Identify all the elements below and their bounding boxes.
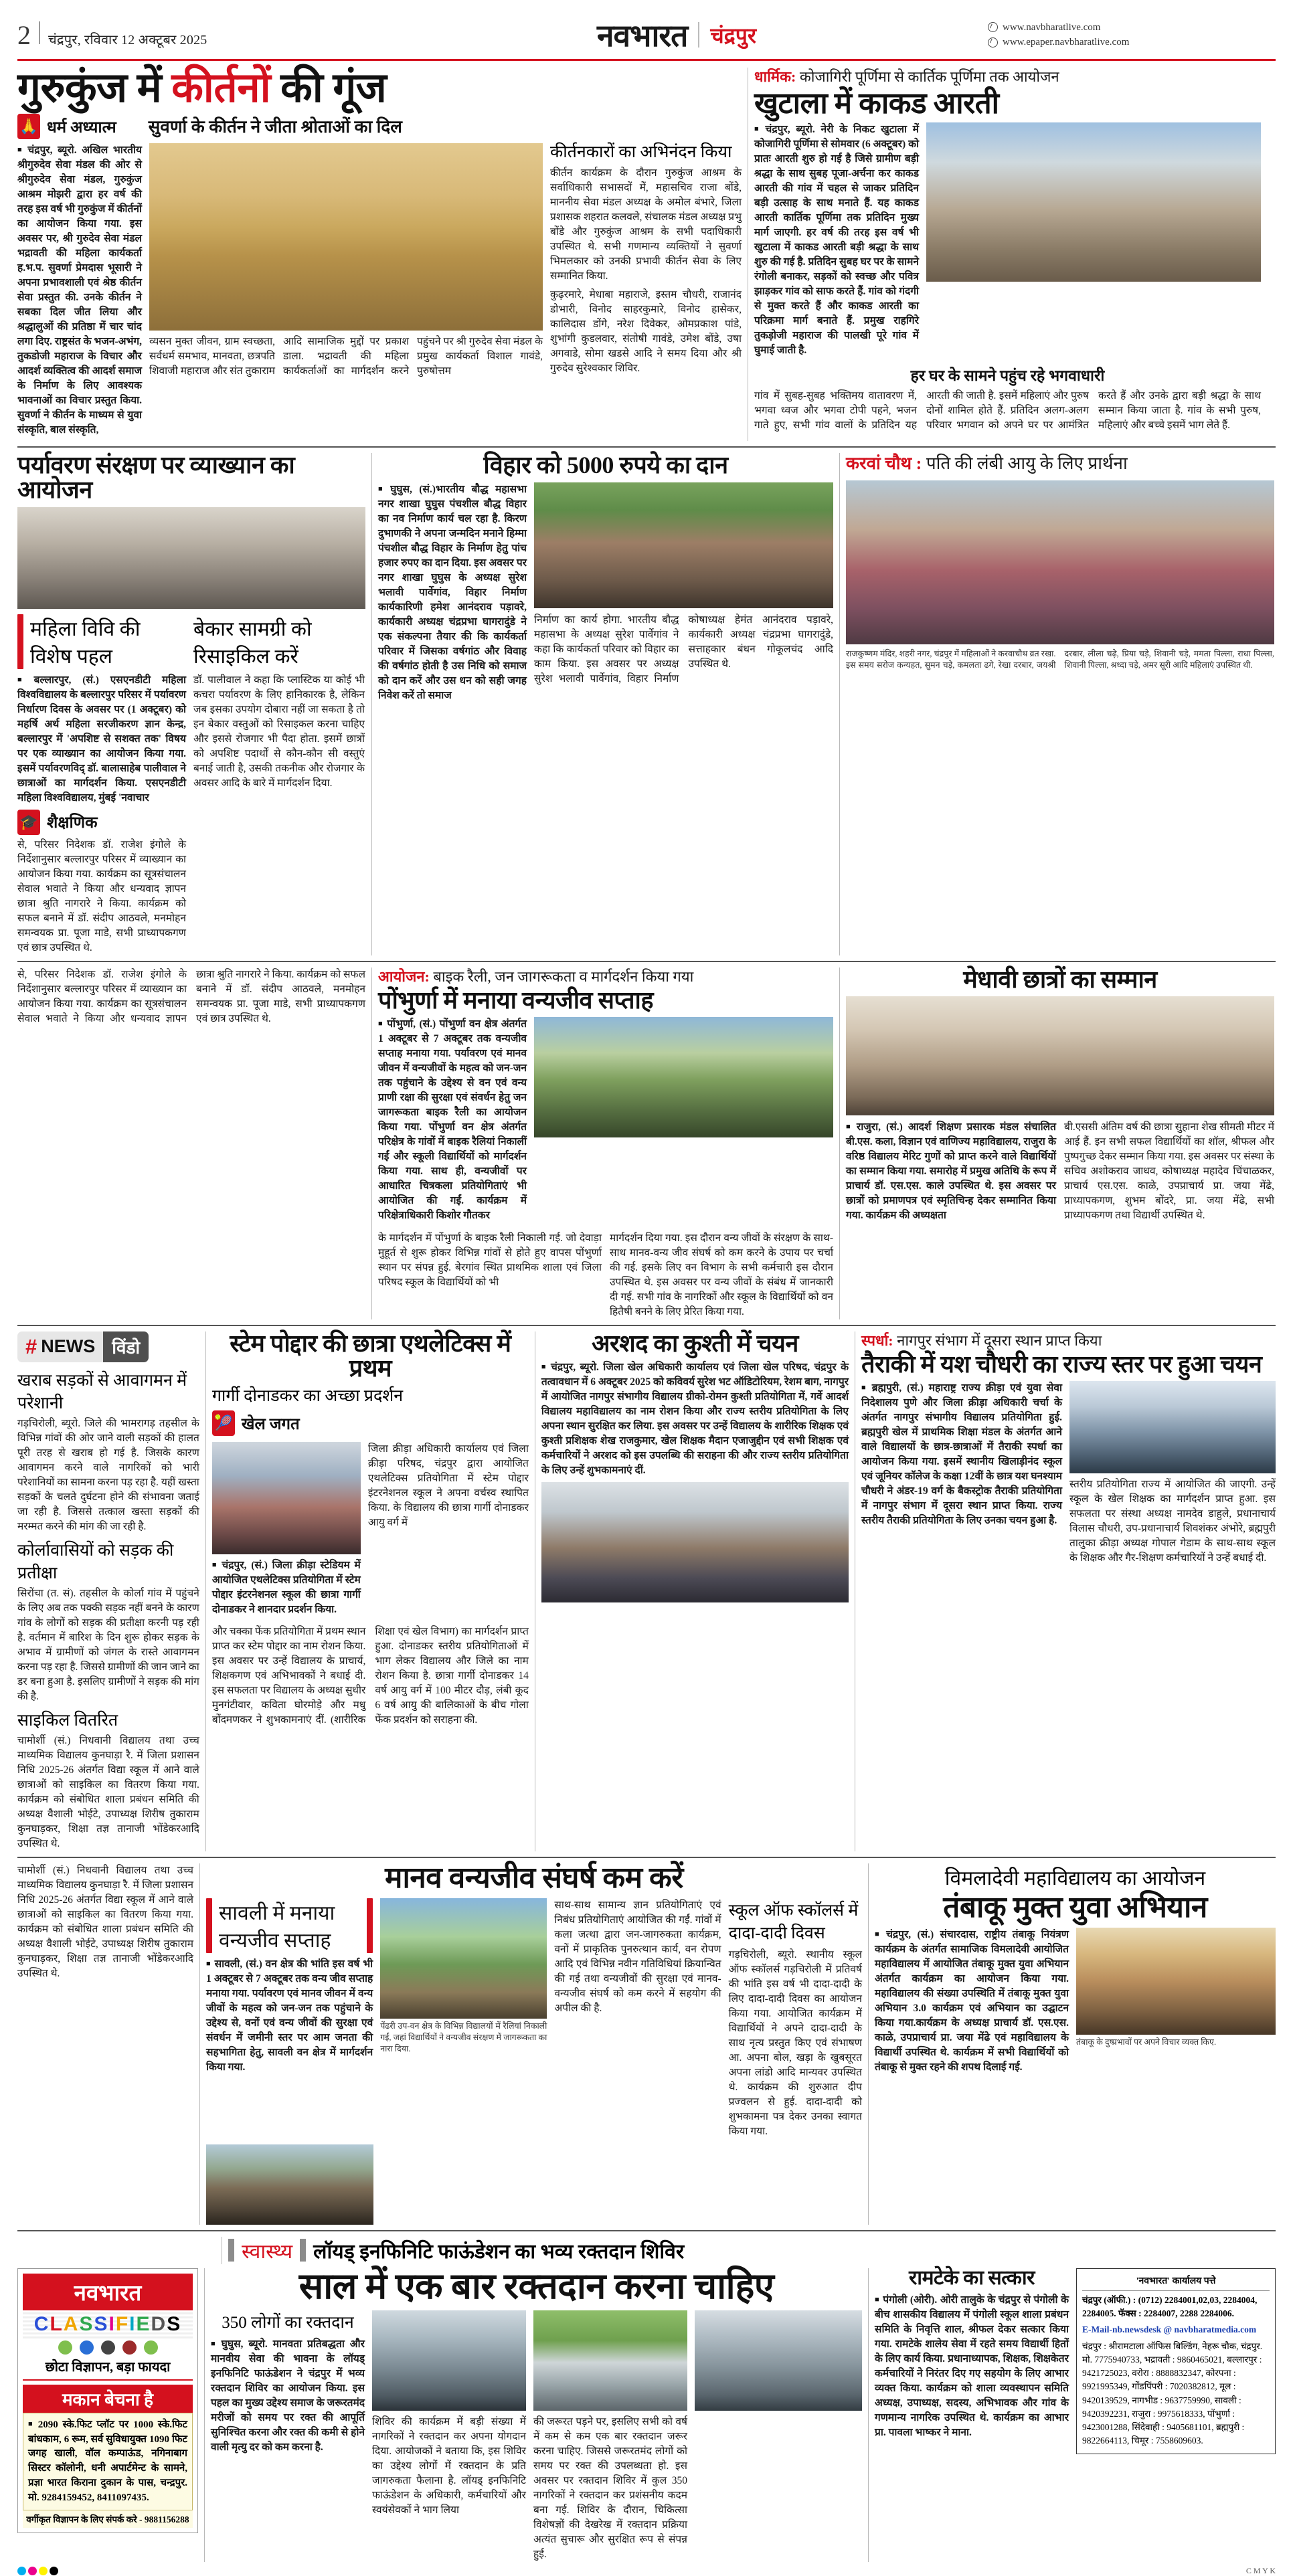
cmyk-registration-marks [17, 2567, 58, 2575]
karwa-caption: राजकुष्णम मंदिर, शहरी नगर, चंद्रपुर में महिलाओं ने करवाचौथ व्रत रखा. इस समय सरोज कन्यहत, सुमन चड़े, कमलता ढगे, रेखा दरबार, जयश्री दरबार, लीला चढ़े, प्रिया चड़े, शिवानी चड़े, ममता पिल्ला, राधा पिल्ला, शिवानी पिल्ला, श्रध्दा चड़े, अमर सूरी आदि महिलाएं उपस्थित थी. [846, 648, 1274, 670]
gray-accent-bar [300, 2239, 306, 2262]
section-rule-2 [17, 961, 1276, 962]
lead-body1: ■ चंद्रपुर, ब्यूरो. अखिल भारतीय श्रीगुरुदेव सेवा मंडल की ओर से श्रीगुरुदेव सेवा मंडल, गुरुकुंज आश्रम मोझरी द्वारा हर वर्ष की तरह इस वर्ष भी गुरुकुंज में कीर्तनों का आयोजन किया गया. इस अवसर पर, श्री गुरुदेव सेवा मंडल भद्रावती की महिला कार्यकर्ता ह.भ.प. सुवर्णा प्रेमदास भूसारी ने अपना प्रभावशाली एवं श्रेष्ठ कीर्तन सेवा प्रस्तुत की. उनके कीर्तन ने सबका दिल जीत लिया और श्रद्धालुओं की प्रतिष्ठा में चार चांद लगा दिए. राष्ट्रसंत के भजन-अभंग, तुकडोजी महाराज के विचार और आदर्श व्यक्तित्व की आदर्श समाज के निर्माण के लिए आवश्यक भावनाओं का विचार प्रस्तुत किया. सुवर्णा ने कीर्तन के माध्यम से युवा संस्कृति, बाल संस्कृति, [17, 143, 142, 438]
karwa-kicker [846, 453, 1274, 475]
tobacco-body1: ■ चंद्रपुर, (सं.) संचारदास, राष्ट्रीय तंबाकू नियंत्रण कार्यक्रम के अंतर्गत सामाजिक विमलादेवी आयोजित महाविद्यालय में आयोजित तंबाकू मुक्त युवा अभियान अंतर्गत कार्यक्रम का आयोजन किया गया. महाविद्यालय की संख्या उपस्थिति में तंबाकू मुक्त युवा अभियान 3.0 कार्यक्रम एवं अभियान का उद्घाटन किया गया.कार्यक्रम के अध्यक्ष प्राचार्य डॉ. एस.एस. काळे, उपप्राचार्य प्रा. जया मेंढे एवं महाविद्यालय के विद्यार्थी उपस्थित थे. कार्यक्रम में सभी विद्यार्थियों को तंबाकू से मुक्त रहने की शपथ दिलाई गई. [875, 1928, 1069, 2078]
athletics-headline: स्टेम पोद्दार की छात्रा एथलेटिक्स में प्रथम [230, 1329, 511, 1382]
humanwild-caption: पेंढरी उप-वन क्षेत्र के विभिन्न विद्यालयों में रैलियां निकाली गईं, जहां विद्यार्थियों ने वन्यजीव संरक्षण में जागरूकता का नारा दिया. [380, 2021, 547, 2053]
edition-city: चंद्रपुर [710, 23, 756, 48]
newsbox-item2-body: सिरोंचा (त. सं). तहसील के कोर्ला गांव में पहुंचने के लिए अब तक पक्की सड़क नहीं बनने के कारण गांव के लोगों को सड़क की प्रतीक्षा करनी पड़ रही है. वर्तमान में बारिश के दिन शुरू होकर सड़क के अभाव में ग्रामीणों को जंगल के रास्ते आवागमन करना पड़ रहा है. जिससे ग्रामीणों की जान जाने का डर बना हुआ है. इसलिए ग्रामीणों ने सड़क की मांग की है. [17, 1587, 199, 1702]
lead-photo [149, 143, 543, 331]
kakad-photo-block [926, 122, 1261, 361]
humanwild-headline: मानव वन्यजीव संघर्ष कम करें [385, 1861, 683, 1894]
wildlife-kicker-text: बाइक रैली, जन जागरूकता व मार्गदर्शन किया गया [433, 968, 694, 985]
athletics-story [212, 1331, 529, 1851]
athletics-body3: और चक्का फेंक प्रतियोगिता में प्रथम स्थान प्राप्त कर स्टेम पोद्दार का नाम रोशन किया. इस अवसर पर उन्हें विद्यालय के प्राचार्य, शिक्षकगण एवं अभिभावकों ने बधाई दी. इस सफलता पर विद्यालय के अध्यक्ष सुधीर मुनगंटीवार, कविता घोरमोड़े और मधु बोंदमणकर ने शुभकामनाएं दीं. (शारीरिक शिक्षा एवं खेल विभाग) का मार्गदर्शन प्राप्त हुआ. दोनाडकर स्तरीय प्रतियोगिताओं में भाग लेकर विद्यालय और जिले का नाम रोशन किया है. छात्रा गार्गी दोनाडकर 14 वर्ष आयु वर्ग में 100 मीटर दौड़, लंबी कूद 6 वर्ष आयु की बालिकाओं के बीच गोला फेंक प्रदर्शन को सराहना की. [211, 1626, 529, 1726]
lead-side-head: कीर्तनकारों का अभिनंदन किया [550, 143, 732, 162]
karwa-photo [846, 480, 1274, 644]
environment-subrow [17, 614, 365, 955]
athletics-photo [212, 1442, 361, 1554]
karwa-kicker-text: पति की लंबी आयु के लिए प्रार्थना [926, 454, 1128, 474]
blood-photo-2 [533, 2310, 687, 2411]
column-divider [839, 453, 840, 955]
environment-body-cont: से, परिसर निदेशक डॉ. राजेश इंगोले के निर्देशानुसार बल्लारपुर परिसर में व्याख्यान का आयोजन किया गया. कार्यक्रम का सूत्रसंचालन सेवाल भवाते ने किया और धन्यवाद ज्ञापन छात्रा श्रुति नागरारे ने किया. कार्यक्रम को सफल बनाने में डॉ. संदीप आठवले, मनमोहन समन्वयक प्रा. पूजा माडे, सभी प्राध्यापकगण एवं छात्र उपस्थित थे. [17, 968, 365, 1024]
vihar-body1: ■ घुघुस, (सं.)भारतीय बौद्ध महासभा नगर शाखा घुघुस पंचशील बौद्ध विहार का नव निर्माण कार्य चल रहा है. किरण दुभाणकी ने अपना जन्मदिन मनाने हिम्मा पंचशील बौद्ध विहार के निर्माण हेतु पांच हजार रुपए का दान दिया. इस अवसर पर नगर शाखा घुघुस के अध्यक्ष सुरेश भलावी पार्वेगांव, विहार निर्माण कार्यकारिणी हमेश आनंदराव पड़ावरे, कार्यकारी अध्यक्ष चंद्रप्रभा घागरादुंडे ने एक संकल्पना तैयार की कि कार्यकर्ता परिवार में जिसका वर्षगांठ और विवाह की वर्षगांठ होती है उस निधि को समाज को दान करें और उस धन को सही जगह निवेश करें तो समाज [378, 482, 527, 707]
news-window [17, 1331, 199, 1851]
health-icon [144, 2340, 158, 2355]
vihar-photo [534, 482, 833, 608]
blood-kicker: लॉयड् इनफिनिटि फाऊंडेशन का भव्य रक्तदान शिविर [313, 2240, 685, 2263]
globe-icon [988, 37, 998, 48]
wildlife-row [378, 1017, 833, 1226]
blood-headline: साल में एक बार रक्तदान करना चाहिए [298, 2266, 774, 2306]
graduation-icon: 🎓 [17, 810, 40, 835]
humanwild-photo-block [380, 1898, 547, 2139]
environment-body3: से, परिसर निदेशक डॉ. राजेश इंगोले के निर्देशानुसार बल्लारपुर परिसर में व्याख्यान का आयोजन किया गया. कार्यक्रम का सूत्रसंचालन सेवाल भवाते ने किया और धन्यवाद ज्ञापन छात्रा श्रुति नागरारे ने किया. कार्यक्रम को सफल बनाने में डॉ. संदीप आठवले, मनमोहन समन्वयक प्रा. पूजा माडे, सभी प्राध्यापकगण एवं छात्र उपस्थित थे. [17, 838, 186, 953]
graduation-cap-icon [101, 2340, 115, 2355]
merit-body2: बी.एससी अंतिम वर्ष की छात्रा सुहाना शेख सीमती मीटर में आई हैं. इन सभी सफल विद्यार्थियों का शॉल, श्रीफल और पुष्पगुच्छ देकर सम्मान किया गया. इस अवसर पर संस्था के सचिव अशोकराव जाधव, कोषाध्यक्ष महादेव चिंचाळकर, प्राचार्य एस.एस. काळे, उपप्राचार्य प्रा. जया मेंढे, प्राध्यापकगण, शुभम बोंदरे, प्रा. जया मेंढे, सभी प्राध्यापकगण तथा विद्यार्थी उपस्थित थे. [1064, 1121, 1274, 1222]
section-label-sports: खेल जगत [241, 1415, 300, 1433]
news-chip-label: NEWS [41, 1336, 96, 1357]
globe-icon [988, 22, 998, 32]
kakad-story [754, 68, 1261, 441]
grandparents-story [729, 1898, 862, 2139]
page-footer [17, 2566, 1276, 2576]
blood-row [211, 2310, 862, 2562]
newsbox-item1-head: खराब सड़कों से आवागमन में परेशानी [17, 1371, 187, 1412]
kakad-body1: ■ चंद्रपुर, ब्यूरो. नेरी के निकट खुटाला में कोजागिरी पूर्णिमा से सोमवार (6 अक्टूबर) को प्रातः आरती शुरु हो गई है जिसे ग्रामीण बड़ी श्रद्धा के साथ सुबह पूजा-अर्चना कर काकड आरती की गांव में चहल से जाकर प्रतिदिन बड़ी उत्साह के साथ मनाते हैं. यह काकड आरती कार्तिक पूर्णिमा तक प्रतिदिन मुख्य मार्ग जाएगी. हर वर्ष की तरह इस वर्ष भी खुटाला में काकड आरती बड़ी श्रद्धा के साथ शुरु की गई है. प्रतिदिन सुबह घर पर के सामने रंगोली बनाकर, सड़कों को स्वच्छ और पवित्र झाड़कर गांव को साफ करते हैं. गांव को गंदगी से मुक्त करते हैं और काकड आरती का परिक्रमा मार्ग बनाते हैं. प्रमुख राहगिरे तुकड़ोजी महाराज की पालखी पूरे गांव में घुमाई जाती है. [754, 122, 919, 361]
kakad-headline: खुटाला में काकड आरती [754, 86, 999, 120]
wildlife-body2: के मार्गदर्शन में पोंभुर्णा के बाइक रैली निकाली गई. जो देवाड़ा मुहूर्त से शुरू होकर विभिन्न गांवों से होते हुए वापस पोंभुर्णा स्थान पर संपन्न हुई. बेरगांव स्थित प्राथमिक शाला एवं जिला परिषद स्कूल के विद्यार्थियों को भी [378, 1232, 602, 1288]
athletics-subrow [212, 1384, 529, 1439]
lead-content-row [17, 143, 742, 441]
athletics-row [212, 1442, 529, 1621]
ramtek-headline: रामटेके का सत्कार [909, 2266, 1035, 2289]
merit-photo [846, 996, 1274, 1115]
contact-branch-lines: चंद्रपुर : श्रीरामटाला ऑफिस बिल्डिंग, नेहरू चौक, चंद्रपुर. मो. 7775940733, भद्रावती : 9860465021, बल्लारपुर : 9421725023, वरोरा : 8888832347, कोरपना : 9921995349, गोंडपिंपरी : 7020382812, मूल : 9420139529, नागभीड : 9637759990, सावली : 9420392231, राजुरा : 9975618333, पोंभुर्णा : 9423001288, सिंदेवाही : 9405681101, ब्रह्मपुरी : 9822664113, चिमूर : 7558609603. [1082, 2340, 1263, 2446]
magenta-dot [28, 2567, 37, 2575]
section-rule-5 [17, 2230, 1276, 2231]
vihar-body2: निर्माण का कार्य होगा. भारतीय बौद्ध महासभा के अध्यक्ष सुरेश पार्वेगांव ने कहा कि कार्यकर्ता परिवार को विहार का काम किया. इस अवसर पर अध्यक्ष सुरेश भलावी पार्वेगांव, विहार निर्माण कोषाध्यक्ष हेमंत आनंदराव पड़ावरे, कार्यकारी अध्यक्ष चंद्रप्रभा घागरादुंडे, सत्ताहकार बंधन गोकूलचंद आदि उपस्थित थे. [534, 614, 833, 684]
section-label-education: शैक्षणिक [47, 814, 98, 832]
classifieds-icons [23, 2338, 193, 2355]
kakad-kicker-label: धार्मिक: [754, 68, 796, 85]
vihar-row [378, 482, 833, 707]
ramtek-story [875, 2268, 1069, 2562]
kakad-kicker-text: कोजागिरी पूर्णिमा से कार्तिक पूर्णिमा तक आयोजन [796, 68, 1059, 85]
swim-kicker-text: नागपुर संभाग में दूसरा स्थान प्राप्त किया [897, 1331, 1102, 1349]
tobacco-caption: तंबाकू के दुष्प्रभावों पर अपने विचार व्यक्त किए. [1076, 2037, 1217, 2047]
vihar-story [378, 453, 833, 955]
red-accent-bar [367, 1898, 373, 1953]
column-divider [204, 2268, 205, 2562]
newsbox-item1-body: गड़चिरोली, ब्यूरो. जिले की भामरागड़ तहसील के विभिन्न गांवों की ओर जाने वाली सड़कों की हालत पूरी तरह से खराब हो गई है. जिसके कारण आवागमन करने वाले नागरिकों को भारी परेशानियों का सामना करना पड़ रहा है. यहीं खस्ता सड़कों के चलते दुर्घटना होने की संभावना जताई जा रही है. जिससे तत्काल खस्ता सड़कों की मरम्मत करने की मांग की जा रही है. [17, 1417, 199, 1532]
blood-body1: ■ घुघुस, ब्यूरो. मानवता प्रतिबद्धता और मानवीय सेवा की भावना के लॉयड् इनफिनिटि फाऊंडेशन ने चंद्रपुर में भव्य रक्तदान शिविर का आयोजन किया. इस पहल का मुख्य उद्देश्य समाज के जरूरतमंद मरीजों को समय पर रक्त की आपूर्ति सुनिश्चित करना और रक्त की कमी से होने वाली मृत्यु दर को कम करना है. [211, 2337, 365, 2455]
environment-right [193, 614, 365, 955]
tobacco-photo [1076, 1928, 1276, 2035]
merit-story [846, 965, 1274, 1319]
swim-body1: ■ ब्रह्मपुरी, (सं.) महाराष्ट्र राज्य क्रीड़ा एवं युवा सेवा निदेशालय पुणे और जिला क्रीड़ा अधिकारी चर्चा के अंतर्गत नागपुर संभागीय विद्यालय प्रतियोगिता हुई. ब्रह्मपुरी खेल में प्राथमिक शिक्षा मंडल के अंतर्गत आने वाले विद्यालयों के छात्र-छात्राओं में तैराकी स्पर्धा का आयोजन किया गया. इसमें स्थानीय खिलाड़ीनंद स्कूल एवं जूनियर कॉलेज के कक्षा 12वीं के छात्र यश घनश्याम चौधरी ने अंडर-19 वर्ग के बैकस्ट्रोक तैराकी प्रतियोगिता में नागपुर संभाग में दूसरा स्थान प्राप्त किया. राज्य स्तरीय तैराकी प्रतियोगिता के लिए उनका चयन हुआ है. [861, 1381, 1062, 1566]
wildlife-photo-block [534, 1017, 833, 1226]
wildlife-body3: मार्गदर्शन दिया गया. इस दौरान वन्य जीवों के संरक्षण के साथ-साथ मानव-वन्य जीव संघर्ष को कम करने के उपाय पर चर्चा की गई. इसके लिए वन विभाग के सभी कर्मचारी इस दौरान उपस्थित थे. इस अवसर पर वन्य जीवों के संबंध में जानकारी दी गई. सभी गांव के नागरिकों और स्कूल के विद्यार्थियों को वन हितैषी बनने के लिए प्रेरित किया गया. [610, 1232, 833, 1317]
tobacco-kicker: विमलादेवी महाविद्यालय का आयोजन [944, 1867, 1206, 1890]
kakad-body2: गांव में सुबह-सुबह भक्तिमय वातावरण में, भगवा ध्वज और भगवा टोपी पहने, भजन गाते हुए, सभी गांव वालों के प्रतिदिन यह आरती की जाती है. इसमें महिलाएं और पुरुष दोनों शामिल होते हैं. प्रतिदिन अलग-अलग परिवार भगवान को अपने घर पर आमंत्रित करते हैं और उनके द्वारा बड़ी श्रद्धा के साथ सम्मान किया जाता है. गांव के सभी पुरुष, महिलाएं और बच्चे इसमें भाग लेते हैं. [754, 389, 1261, 431]
brand-separator [698, 22, 699, 48]
environment-sub1: महिला विवि की विशेष पहल [30, 618, 141, 668]
kakad-kicker [754, 68, 1261, 86]
environment-continued [17, 968, 365, 1319]
humanwild-row [206, 1898, 862, 2139]
vihar-headline: विहार को 5000 रुपये का दान [483, 452, 728, 479]
kakad-photo-caption: हर घर के सामने पहुंच रहे भगवाधारी [910, 367, 1105, 385]
swim-story [861, 1331, 1276, 1851]
kakad-photo [926, 122, 1261, 282]
merit-headline: मेधावी छात्रों का सम्मान [963, 965, 1157, 993]
lead-col1 [17, 143, 142, 441]
section-label-health: स्वास्थ्य [242, 2240, 293, 2263]
wildlife-kicker [378, 968, 833, 986]
swim-row [861, 1381, 1276, 1566]
karwa-story [846, 453, 1274, 955]
column-divider [371, 968, 372, 1319]
lead-subhead: सुवर्णा के कीर्तन ने जीता श्रोताओं का दिल [148, 116, 402, 136]
red-accent-bar [17, 614, 23, 669]
humanwild-body2: साथ-साथ सामान्य ज्ञान प्रतियोगिताएं एवं निबंध प्रतियोगिताएं आयोजित की गईं. गांवों में कला जत्था द्वारा जन-जागरुकता कार्यक्रम, वनों में प्राकृतिक पुनरुत्थान कार्य, वन रोपण आदि एवं विभिन्न नवीन गतिविधियां क्रियान्वित की गई तथा वन्यजीवों की सुरक्षा एवं मानव-वन्यजीव संघर्ष को कम करने में सहयोग की अपील की है. [554, 1899, 721, 2014]
humanwild-story [206, 1863, 862, 2225]
classifieds-ad-head: मकान बेचना है [23, 2385, 193, 2413]
swim-headline: तैराकी में यश चौधरी का राज्य स्तर पर हुआ चयन [861, 1351, 1262, 1378]
grandparents-headline: स्कूल ऑफ स्कॉलर्स में दादा-दादी दिवस [728, 1901, 859, 1942]
environment-left [17, 614, 186, 955]
environment-photo [17, 507, 365, 609]
newsbox-item3-cont: चामोर्शी (सं.) निधवानी विद्यालय तथा उच्च माध्यमिक विद्यालय कुनघाड़ा रै. में जिला प्रशासन निधि 2025-26 अंतर्गत विद्या स्कूल में आने वाले छात्राओं को साइकिल का वितरण किया गया. कार्यक्रम को संबोधित शाला प्रबंधन समिति की अध्यक्ष वैशाली भोईटे, उपाध्यक्ष शिरीष तुकाराम कुनघाड़कर, शिक्षा तज्ञ तानाजी भोंडेकरआदि उपस्थित थे. [17, 1864, 193, 1979]
humanwild-left [206, 1898, 373, 2139]
tobacco-row [875, 1928, 1276, 2078]
environment-body2: डॉ. पालीवाल ने कहा कि प्लास्टिक या कोई भी कचरा पर्यावरण के लिए हानिकारक है, लेकिन जब इसका उपयोग दोबारा नहीं जा सकता है तो इन बेकार वस्तुओं को रिसाइकल करना चाहिए और इससे रोजगार भी पैदा होता. इसमें छात्रों को अपशिष्ट पदार्थों से कौन-कौन सी वस्तुएं बनाई जाती है, उसकी तकनीक और रोजगार के अवसर आदि के बारे में मार्गदर्शन दिया. [193, 674, 365, 789]
column-divider [199, 1863, 200, 2225]
masthead [17, 15, 1276, 58]
blood-col3 [533, 2310, 687, 2562]
karwa-kicker-label: करवां चौथ : [846, 454, 926, 474]
athletics-chip-row [212, 1410, 529, 1436]
health-label-row [228, 2237, 1276, 2264]
kakad-row [754, 122, 1261, 361]
news-chip-right: विंडो [103, 1331, 149, 1362]
section-rule-4 [17, 1857, 1276, 1858]
blood-banner [228, 2237, 1276, 2264]
column-divider [839, 968, 840, 1319]
humanwild-sub-block [206, 1898, 373, 1953]
wrestling-intro: ■ चंद्रपुर, ब्यूरो. जिला खेल अधिकारी कार्यालय एवं जिला खेल परिषद, चंद्रपुर के तत्वावधान में 6 अक्टूबर 2025 को कविवर्य सुरेश भट ऑडिटोरियम, रेशम बाग, नागपुर में आयोजित नागपुर संभागीय विद्यालय ग्रीको-रोमन कुश्ती प्रतियोगिता में, गर्वे आदर्श विद्यालय महाविद्यालय का नाम रोशन किया और राज्य स्तरीय प्रतियोगिता के लिए अपना स्थान सुरक्षित कर लिया. इस अवसर पर उन्हें विद्यालय के शारीरिक शिक्षक एवं कुश्ती प्रशिक्षक शेख राजकुमार, खेल शिक्षक मैदान एजाजुद्दीन एवं सभी शिक्षक एवं कर्मचारियों ने अरशद को इस उपलब्धि की सराहना की और राज्य स्तरीय प्रतियोगिता के लिए उन्हें शुभकामनाएं दीं. [541, 1360, 849, 1478]
lead-headline-highlight: कीर्तनों [171, 66, 271, 111]
column-divider [205, 1331, 206, 1851]
tobacco-headline: तंबाकू मुक्त युवा अभियान [943, 1890, 1207, 1924]
athletics-body1: ■ चंद्रपुर, (सं.) जिला क्रीड़ा स्टेडियम में आयोजित एथलेटिक्स प्रतियोगिता में स्टेम पोद्दार इंटरनेशनल स्कूल की छात्रा गार्गी दोनाडकर ने शानदार प्रदर्शन किया. [212, 1558, 361, 1617]
contact-block [1076, 2268, 1276, 2562]
column-divider [868, 2268, 869, 2562]
wildlife-photo [534, 1017, 833, 1137]
lead-side-col [550, 143, 742, 441]
blood-sub: 350 लोगों का रक्तदान [222, 2313, 354, 2332]
sports-icon: 🎾 [212, 1410, 235, 1436]
black-dot [50, 2567, 58, 2575]
lead-body3: कुढ़रमारे, मेधाबा महाराजे, इस्तम चौधरी, राजानंद डोभारी, विनोद साहरकुमारे, विनोद हासेकर, कालिदास डोंगे, नरेश दिवेकर, ओमप्रकाश पांडे, शुभांगी कुडलवार, संतोषी गावंडे, उमेश बोंडे, उषा अगवाडे, सोमा खडसे आदि ने समय दिया और श्री गुरुदेव सुरेश्वकार शिविर. [550, 289, 742, 375]
brand-logo: नवभारत [597, 18, 688, 53]
wrestling-photo [541, 1482, 849, 1602]
classifieds-ad-body: ■ 2090 स्के.फिट प्लॉट पर 1000 स्के.फिट बांधकाम, 6 रूम, सर्व सुविधायुक्त 1090 फिट जगह खाली, वॉल कम्पाऊंड, नगिनाबाग सिस्टर कॉलोनी, धनी अपार्टमेन्ट के सामने, प्रज्ञा भारत किराना दुकान के पास, चन्द्रपुर. मो. 9284159452, 8411097435. [23, 2413, 193, 2511]
lead-headline-part1: गुरुकुंज में [17, 66, 172, 111]
environment-body1: ■ बल्लारपुर, (सं.) एसएनडीटी महिला विश्वविद्यालय के बल्लारपुर परिसर में पर्यावरण निर्धारण दिवस के अवसर पर (1 अक्टूबर) को महर्षि अर्थ महिला सरजीकरण ज्ञान केन्द्र, बल्लारपुर में 'अपशिष्ट से सशक्त तक' विषय पर एक व्याख्यान का आयोजन किया गया. इसमें पर्यावरणविद् डॉ. बालासाहेब पालीवाल ने छात्राओं का मार्गदर्शन किया. एसएनडीटी महिला विश्वविद्यालय, मुंबई 'नवाचार [17, 673, 186, 806]
news-chip-left [17, 1331, 103, 1362]
contact-email[interactable]: E-Mail-nb.newsdesk @ navbharatmedia.com [1082, 2324, 1257, 2335]
environment-headline: पर्यावरण संरक्षण पर व्याख्यान का आयोजन [17, 452, 295, 503]
newsbox-item2-head: कोर्लावासियों को सड़क की प्रतीक्षा [17, 1541, 174, 1582]
website-url: www.navbharatlive.com [1003, 21, 1101, 33]
section-rule-1 [17, 446, 1276, 448]
wildlife-kicker-label: आयोजन: [378, 968, 434, 985]
classifieds-block [17, 2268, 198, 2562]
section-label-dharma: धर्म अध्यात्म [47, 118, 116, 136]
classifieds-word: CLASSIFIEDS [23, 2310, 193, 2338]
blood-col1 [211, 2310, 365, 2562]
office-contact-box [1076, 2268, 1276, 2454]
classifieds-brand: नवभारत [23, 2274, 193, 2310]
athletics-body2: जिला क्रीड़ा अधिकारी कार्यालय एवं जिला क्रीड़ा परिषद, चंद्रपुर द्वारा आयोजित एथलेटिक्स प्रतियोगिता में स्टेम पोद्दार इंटरनेशनल स्कूल ने अपना वर्चस्व स्थापित किया. के विद्यालय की छात्रा गार्गी दोनाडकर आयु वर्ग में [367, 1443, 529, 1529]
swim-body2: स्तरीय प्रतियोगिता राज्य में आयोजित की जाएगी. उन्हें स्कूल के खेल शिक्षक का मार्गदर्शन प्राप्त हुआ. इस सफलता पर संस्था अध्यक्ष नामदेव डाहुले, प्रधानाचार्य विलास चौधरी, उप-प्रधानाचार्य शिवशंकर अंभोरे, ब्रह्मपुरी तालुका क्रीड़ा अध्यक्ष गोपाल गेडाम के साथ-साथ स्कूल के शिक्षक और गैर-शिक्षण कर्मचारियों ने उन्हें बधाई दी. [1069, 1479, 1276, 1564]
hash-icon: # [25, 1334, 37, 1358]
blood-col2 [372, 2310, 526, 2562]
wrestling-headline: अरशद का कुश्ती में चयन [591, 1329, 798, 1357]
blood-left-spacer [17, 2237, 216, 2264]
lead-headline-part2: की गूंज [270, 66, 387, 111]
wildlife-lower [378, 1231, 833, 1319]
masthead-rule [17, 59, 1276, 61]
edition-place-date: चंद्रपुर, रविवार 12 अक्टूबर 2025 [48, 32, 207, 48]
environment-sub2: बेकार सामग्री को रिसाइकिल करें [193, 618, 312, 668]
wildlife-body1: ■ पोंभुर्णा, (सं.) पोंभुर्णा वन क्षेत्र अंतर्गत 1 अक्टूबर से 7 अक्टूबर तक वन्यजीव सप्ताह मनाया गया. पर्यावरण एवं मानव जीवन में वन्यजीवों के महत्व को जन-जन तक पहुंचाने के उद्देश्य से वन एवं वन्य प्राणी रक्षा की सुरक्षा एवं संवर्धन हेतु जन जागरूकता बाइक रैली का आयोजन किया गया. पोंभुर्णा वन क्षेत्र अंतर्गत परिक्षेत्र के गांवों में बाइक रैलियां निकालीं गईं और स्कूली विद्यार्थियों को मार्गदर्शन किया गया. साथ ही, वन्यजीवों पर आधारित चित्रकला प्रतियोगिताएं भी आयोजित की गईं. कार्यक्रम में परिक्षेत्राधिकारी किशोर गौतकर [378, 1017, 527, 1226]
lead-section-row [17, 114, 742, 139]
gray-accent-bar [228, 2239, 234, 2262]
contact-title: 'नवभारत' कार्यालय पत्ते [1082, 2274, 1270, 2291]
red-accent-bar [206, 1898, 212, 1953]
column-divider [868, 1863, 869, 2225]
masthead-brand-block [365, 14, 988, 56]
newsbox-item3-head: साइकिल वितरित [17, 1711, 118, 1730]
wrestling-story [541, 1331, 849, 1851]
blood-body2: शिविर की कार्यक्रम में बड़ी संख्या में नागरिकों ने रक्तदान कर अपना योगदान दिया. आयोजकों ने बताया कि, इस शिविर का उद्देश्य लोगों में रक्तदान के प्रति जागरुकता फैलाना है. लॉयड् इनफिनिटि फाऊंडेशन के अधिकारी, कर्मचारियों और स्वयंसेवकों ने भाग लिया [372, 2415, 526, 2516]
merit-body1: ■ राजुरा, (सं.) आदर्श शिक्षण प्रसारक मंडल संचालित बी.एस. कला, विज्ञान एवं वाणिज्य महाविद्यालय, राजुरा के वरिष्ठ विद्यालय मेरिट गुणों को प्राप्त करने वाले विद्यार्थियों का सम्मान किया गया. समारोह में प्रमुख अतिथि के रूप में प्राचार्य डॉ. एस.एस. काले उपस्थित थे. इस अवसर पर छात्रों को प्रमाणपत्र एवं स्मृतिचिन्ह देकर सम्मानित किया गया. कार्यक्रम की अध्यक्षता [846, 1120, 1056, 1226]
humanwild-body1: ■ सावली, (सं.) वन क्षेत्र की भांति इस वर्ष भी 1 अक्टूबर से 7 अक्टूबर तक वन्य जीव सप्ताह मनाया गया. पर्यावरण एवं मानव जीवन में वन्य जीवों के महत्व को जन-जन तक पहुंचाने के उद्देश्य से, वनों एवं वन्य जीवों की सुरक्षा एवं संवर्धन में जमीनी स्तर पर आम जनता की सहभागिता हेतु, सावली वन क्षेत्र में मार्गदर्शन किया गया. [206, 1957, 373, 2075]
contact-main-line: चंद्रपुर (ऑफी.) : (0712) 2284001,02,03, 2284004, 2284005. फॅक्स : 2284007, 2288 2284006. [1082, 2294, 1258, 2319]
swim-photo [1069, 1381, 1276, 1473]
search-icon [80, 2340, 94, 2355]
cmyk-label: C M Y K [1245, 2565, 1276, 2575]
namaste-icon: 🙏 [17, 114, 40, 139]
wildlife-headline: पोंभुर्णा में मनाया वन्यजीव सप्ताह [378, 987, 653, 1014]
news-window-chip[interactable] [17, 1331, 149, 1362]
yellow-dot [39, 2567, 48, 2575]
section-rule-3 [17, 1325, 1276, 1326]
environment-story [17, 453, 365, 955]
lead-side-body: कीर्तन कार्यक्रम के दौरान गुरुकुंज आश्रम के सर्वाधिकारी सभासदों मेें, महासचिव राजा बोंडे, माननीय सेवा मंडल अध्यक्ष के अमोल बंभारे, जिला प्रशासक शहरात कलवले, संचालक मंडल अध्यक्ष प्रभु बोंडे और गुरुकुंज आश्रम के सभी पदाधिकारी उपस्थित थे. सभी गणमान्य व्यक्तियों ने सुवर्णा भिमलकार को उनकी प्रभावी कीर्तन सेवा के लिए सम्मानित किया. [550, 167, 742, 282]
ring-icon [122, 2340, 137, 2355]
humanwild-sub: सावली में मनाया वन्यजीव सप्ताह [219, 1902, 335, 1952]
swim-kicker-label: स्पर्धा: [861, 1331, 897, 1349]
wildlife-story [378, 968, 833, 1319]
classifieds-box[interactable] [17, 2268, 198, 2534]
page-number: 2 [17, 19, 31, 50]
swim-right [1069, 1381, 1276, 1566]
cyan-dot [17, 2567, 26, 2575]
newsbox-continued [17, 1863, 193, 2225]
lead-photo-block [149, 143, 543, 441]
blood-photo-1 [372, 2310, 526, 2411]
blood-col4 [695, 2310, 862, 2562]
column-divider [371, 453, 372, 955]
tobacco-story [875, 1863, 1276, 2225]
ramtek-body: ■ पंगोली (ओरी). ओरी तालुके के चंद्रपुर से पंगोली के बीच शासकीय विद्यालय में पंगोली स्कूल शाला प्रबंधन समिति के निवृत्ति शाल, श्रीफल देकर सत्कार किया गया. रामटेके शालेय सेवा में रहते समय विद्यार्थी हितों के लिए कार्य किया. प्रधानाध्यापक, शिक्षक, शिक्षकेतर कर्मचारियों ने निरंतर दिए गए सहयोग के लिए आभार व्यक्त किया. कार्यक्रम को शाला व्यवस्थापन समिति अध्यक्ष, उपाध्यक्ष, सदस्य, अभिभावक और गांव के गणमान्य नागरिक उपस्थित थे. कार्यक्रम का आभार प्रा. पावला भाष्कर ने माना. [875, 2293, 1069, 2440]
website-row[interactable] [988, 20, 1276, 35]
tobacco-photo-block [1076, 1928, 1276, 2078]
masthead-divider [39, 21, 40, 44]
blood-banner-row [17, 2237, 1276, 2264]
house-icon [58, 2340, 72, 2355]
blood-photo-3 [695, 2310, 862, 2411]
epaper-url: www.epaper.navbharatlive.com [1003, 37, 1130, 48]
grandparents-body: गड़चिरोली, ब्यूरो. स्थानीय स्कूल ऑफ स्कॉलर्स गड़चिरोली में प्रतिवर्ष की भांति इस वर्ष भी दादा-दादी के लिए दादा-दादी दिवस का आयोजन किया गया. आयोजित कार्यक्रम में विद्यार्थियों ने अपने दादा-दादी के साथ नृत्य प्रस्तुत किए एवं संभाषण आ. अपना बोल, खड़ा के खुबसूरत अपना लांडो आदि मान्यवर उपस्थित थे. कार्यक्रम की शुरुआत दीप प्रज्वलन से हुई. दादा-दादी को शुभकामना पत्र देकर उनका स्वागत किया गया. [728, 1948, 862, 2137]
bottom-right-block [875, 2268, 1276, 2562]
lead-story [17, 68, 742, 441]
environment-chip-row [17, 810, 186, 835]
humanwild-photo2 [206, 2144, 373, 2225]
lead-headline [17, 68, 742, 110]
blood-body3: की जरूरत पड़ने पर, इसलिए सभी को वर्ष में कम से कम एक बार रक्तदान जरूर करना चाहिए. जिससे जरूरतमंद लोगों को समय पर रक्त की उपलब्धता हो. इस अवसर पर रक्तदान शिविर में कुल 350 नागरिकों ने रक्तदान कर प्रशंसनीय कदम बना गई. शिविर के दौरान, चिकित्सा विशेषज्ञों की देखरेख में रक्तदान प्रक्रिया अत्यंत सुचारू और सुरक्षित रूप से संपन्न हुई. [533, 2415, 687, 2560]
classifieds-footer: वर्गीकृत विज्ञापन के लिए संपर्क करे - 9881156288 [23, 2510, 193, 2528]
swim-kicker [861, 1331, 1276, 1350]
lead-body2: व्यसन मुक्त जीवन, ग्राम स्वच्छता, सर्वधर्म समभाव, मानवता, छत्रपति शिवाजी महाराज और संत तुकाराम आदि सामाजिक मुद्दों पर प्रकाश डाला. भद्रावती की महिला कार्यकर्ताओं का मार्गदर्शन करने पहुंचने पर श्री गुरुदेव सेवा मंडल के प्रमुख कार्यकर्ता विशाल गावंडे, पुरुषोत्तम [149, 336, 543, 377]
epaper-row[interactable] [988, 35, 1276, 50]
merit-lower [846, 1120, 1274, 1226]
classifieds-tagline: छोटा विज्ञापन, बड़ा फायदा [23, 2355, 193, 2381]
blood-story [211, 2268, 862, 2562]
masthead-left [17, 21, 365, 49]
newsbox-item3-body: चामोर्शी (सं.) निधवानी विद्यालय तथा उच्च माध्यमिक विद्यालय कुनघाड़ा रै. में जिला प्रशासन निधि 2025-26 अंतर्गत विद्या स्कूल में आने वाले छात्राओं को साइकिल का वितरण किया गया. कार्यक्रम को संबोधित शाला प्रबंधन समिति की अध्यक्ष वैशाली भोईटे, उपाध्यक्ष शिरीष तुकाराम कुनघाड़कर, शिक्षा तज्ञ तानाजी भोंडेकरआदि उपस्थित थे. [17, 1734, 199, 1849]
masthead-links [988, 20, 1276, 50]
humanwild-photo [380, 1898, 547, 2019]
athletics-left [212, 1442, 361, 1621]
vihar-photo-block [534, 482, 833, 707]
environment-sub1-block [17, 614, 186, 669]
athletics-subhead: गार्गी दोनाडकर का अच्छा प्रदर्शन [211, 1387, 404, 1406]
